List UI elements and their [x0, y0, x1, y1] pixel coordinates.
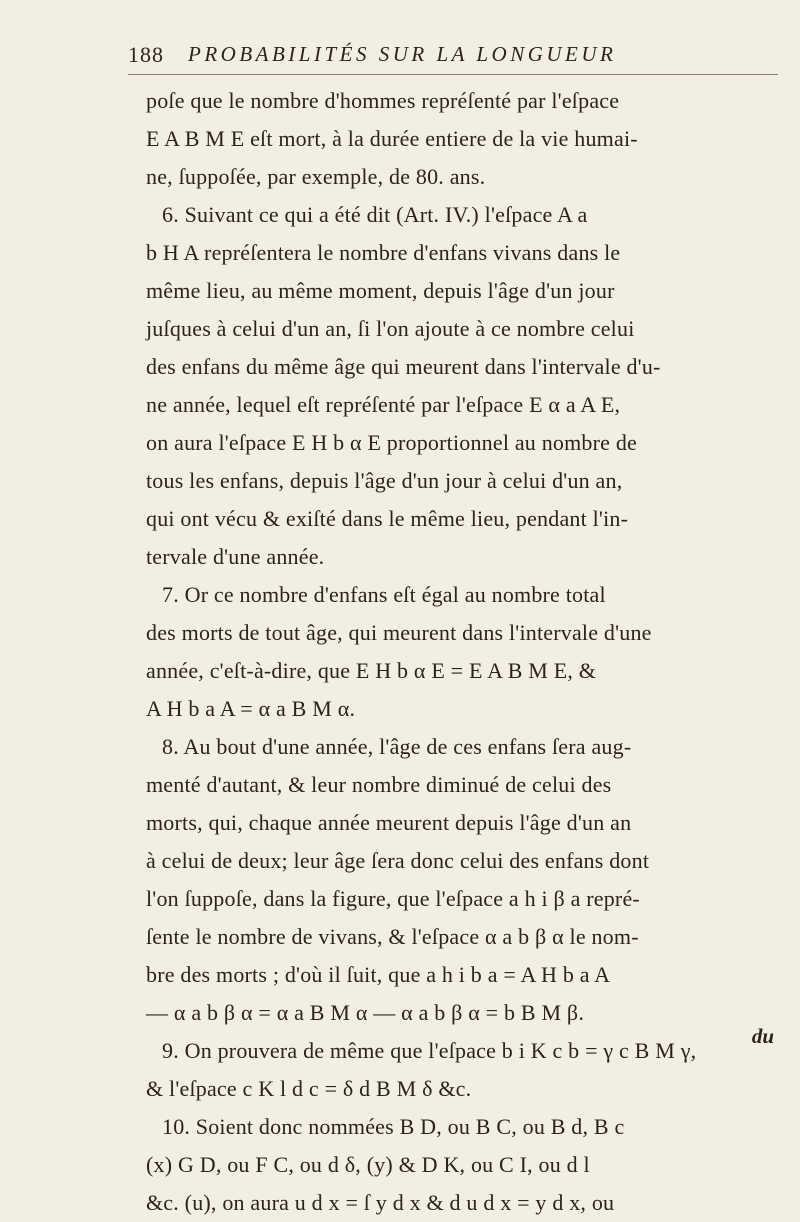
page-header: [128, 40, 778, 76]
text-line: tous les enfans, depuis l'âge d'un jour à celui d'un an,: [146, 468, 623, 493]
catchword: du: [751, 1024, 774, 1048]
text-line: juſques à celui d'un an, ſi l'on ajoute à ce nombre celui: [146, 316, 635, 341]
text-line: morts, qui, chaque année meurent depuis l'âge d'un an: [146, 810, 632, 835]
text-line: E A B M E eſt mort, à la durée entiere de la vie humai-: [146, 126, 638, 151]
paragraph-8-start: 8. Au bout d'une année, l'âge de ces enfans ſera aug-: [162, 734, 632, 759]
text-line: — α a b β α = α a B M α — α a b β α = b B M β.: [146, 1000, 585, 1025]
body-text: [146, 82, 776, 1222]
text-line: des enfans du même âge qui meurent dans l'intervale d'u-: [146, 354, 661, 379]
text-line: b H A repréſentera le nombre d'enfans vivans dans le: [146, 240, 621, 265]
text-line: ne, ſuppoſée, par exemple, de 80. ans.: [146, 164, 486, 189]
text-line: des morts de tout âge, qui meurent dans l'intervale d'une: [146, 620, 652, 645]
text-line: ſente le nombre de vivans, & l'eſpace α a b β α le nom-: [146, 924, 639, 949]
header-rule: [128, 74, 778, 75]
paragraph-6-start: 6. Suivant ce qui a été dit (Art. IV.) l'eſpace A a: [162, 202, 588, 227]
text-line: l'on ſuppoſe, dans la figure, que l'eſpace a h i β a repré-: [146, 886, 640, 911]
text-line: &c. (u), on aura u d x = ſ y d x & d u d x = y d x, ou: [146, 1190, 615, 1215]
text-line: même lieu, au même moment, depuis l'âge d'un jour: [146, 278, 615, 303]
text-line: & l'eſpace c K l d c = δ d B M δ &c.: [146, 1076, 472, 1101]
paragraph-7-start: 7. Or ce nombre d'enfans eſt égal au nombre total: [162, 582, 606, 607]
paragraph-9-start: 9. On prouvera de même que l'eſpace b i K c b = γ c B M γ,: [162, 1038, 697, 1063]
text-line: on aura l'eſpace E H b α E proportionnel au nombre de: [146, 430, 637, 455]
text-line: (x) G D, ou F C, ou d δ, (y) & D K, ou C I, ou d l: [146, 1152, 590, 1177]
text-line: tervale d'une année.: [146, 544, 325, 569]
text-line: A H b a A = α a B M α.: [146, 696, 356, 721]
text-line: menté d'autant, & leur nombre diminué de celui des: [146, 772, 612, 797]
text-line: à celui de deux; leur âge ſera donc celui des enfans dont: [146, 848, 650, 873]
running-title: PROBABILITÉS SUR LA LONGUEUR: [188, 42, 617, 66]
text-line: qui ont vécu & exiſté dans le même lieu, pendant l'in-: [146, 506, 629, 531]
text-line: ne année, lequel eſt repréſenté par l'eſpace E α a A E,: [146, 392, 621, 417]
paragraph-10-start: 10. Soient donc nommées B D, ou B C, ou B d, B c: [162, 1114, 625, 1139]
page-number: 188: [128, 42, 164, 67]
text-line: bre des morts ; d'où il ſuit, que a h i b a = A H b a A: [146, 962, 611, 987]
text-line: poſe que le nombre d'hommes repréſenté par l'eſpace: [146, 88, 620, 113]
text-line: année, c'eſt-à-dire, que E H b α E = E A B M E, &: [146, 658, 597, 683]
